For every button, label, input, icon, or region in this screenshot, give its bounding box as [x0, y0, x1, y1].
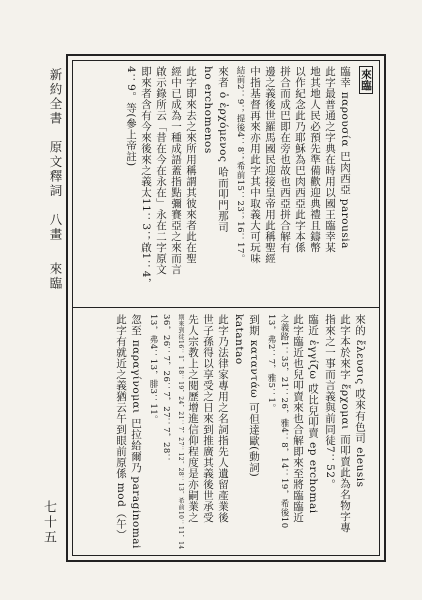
block-divider	[72, 307, 380, 308]
text-column: 指來之一事而言義與前同徒7：52。	[324, 314, 336, 490]
entry-engizo-head: 臨近 ἐγγίζω 哎比兒叩賣 ep erchomai	[307, 314, 319, 514]
entry-ho-erchomenos-head: 來者 ὁ ἐρχόμενος 哈而叩門那司	[217, 66, 229, 233]
entry-heading-laiilin: 來臨	[359, 66, 373, 94]
scripture-references: 之義路1：35，21：26，雅4：8，14：19，希後10	[279, 314, 289, 529]
text-column: 地其地人民必預先準備歡迎典禮且鑄幣	[309, 66, 321, 253]
text-column: 此字乃法律家專用之名詞指先人遺留產業後	[217, 314, 229, 523]
text-column: 啟示錄所云「昔在今在永在」永在二字原文	[155, 66, 167, 275]
text-column: 經中已成為一種成語蓋指點彌賽亞之來而言	[170, 66, 182, 275]
text-column: 拼合而成巴即在旁也故也西亞拼合解有	[279, 66, 291, 253]
text-column: 此字本於來字 ἔρχομαι 而叩賣此為名物字專	[339, 314, 351, 533]
transliteration: ho erchomenos	[202, 66, 214, 154]
entry-katantao-head: 到期 καταντάω 可但達歐(動詞)	[248, 314, 260, 478]
text-column: 此字臨近也兒叩賣來也合解即來至將臨臨近	[292, 314, 304, 523]
entry-eleusis-head: 來的 ἔλευσις 哎來有色司 eleusis	[354, 314, 366, 488]
text-column: 即來者含有今來後來之義太11：3；啟1：4，	[140, 66, 152, 289]
running-head-section: 來臨	[48, 261, 63, 291]
text-column: 先人宗教上之閱歷增進信仰程度是亦嗣業之	[187, 314, 199, 523]
text-column: 邊之義後世羅馬國民迎接皇帝用此稱聖經	[264, 66, 276, 264]
entry-parousia-head: 臨幸 παρουσία 巴肉西亞 parousia	[339, 66, 351, 249]
scripture-references: 36，26：7，26：7，27：7，28：	[161, 314, 171, 463]
text-column: 此字最普通之字典在時用以國王臨幸某	[324, 66, 336, 253]
text-column: 此字即來去之來所用稱謂其彼來者此在聖	[185, 66, 197, 264]
running-head	[40, 68, 62, 291]
scripture-references: 13，弗2：7，雅5：1。	[266, 314, 276, 413]
text-column: 中指基督再來亦用此字其中取義大可玩味	[249, 66, 261, 264]
running-head-title: 新約全書 原文釋詞 八畫	[48, 68, 63, 242]
text-column: 4：9。等(參上帝註)	[125, 66, 137, 167]
text-column: 以作紀念此乃耶穌為巴肉西亞此字本係	[294, 66, 306, 253]
entry-paraginomai-head: 忽至 παραγίνομαι 巴拉給爾乃 paraginomai	[130, 314, 142, 549]
scripture-references: 期來到徒16：1，18：19，24，21：7，27：12，28：13，希前10：11，14	[177, 314, 184, 550]
text-column: 此字有就近之義猶云午到眼前原係 mod（午）	[115, 314, 127, 541]
text-column: 世子孫得以享受之日來到推廣其義後世承受	[202, 314, 214, 523]
scripture-references: 結前2：9；提後4：8；希前15：23；16：17。	[235, 66, 245, 263]
page-number: 七十五	[40, 500, 56, 545]
scripture-references: 13，弗4：13，腓3：11。	[148, 314, 158, 425]
transliteration: katantao	[233, 314, 245, 365]
